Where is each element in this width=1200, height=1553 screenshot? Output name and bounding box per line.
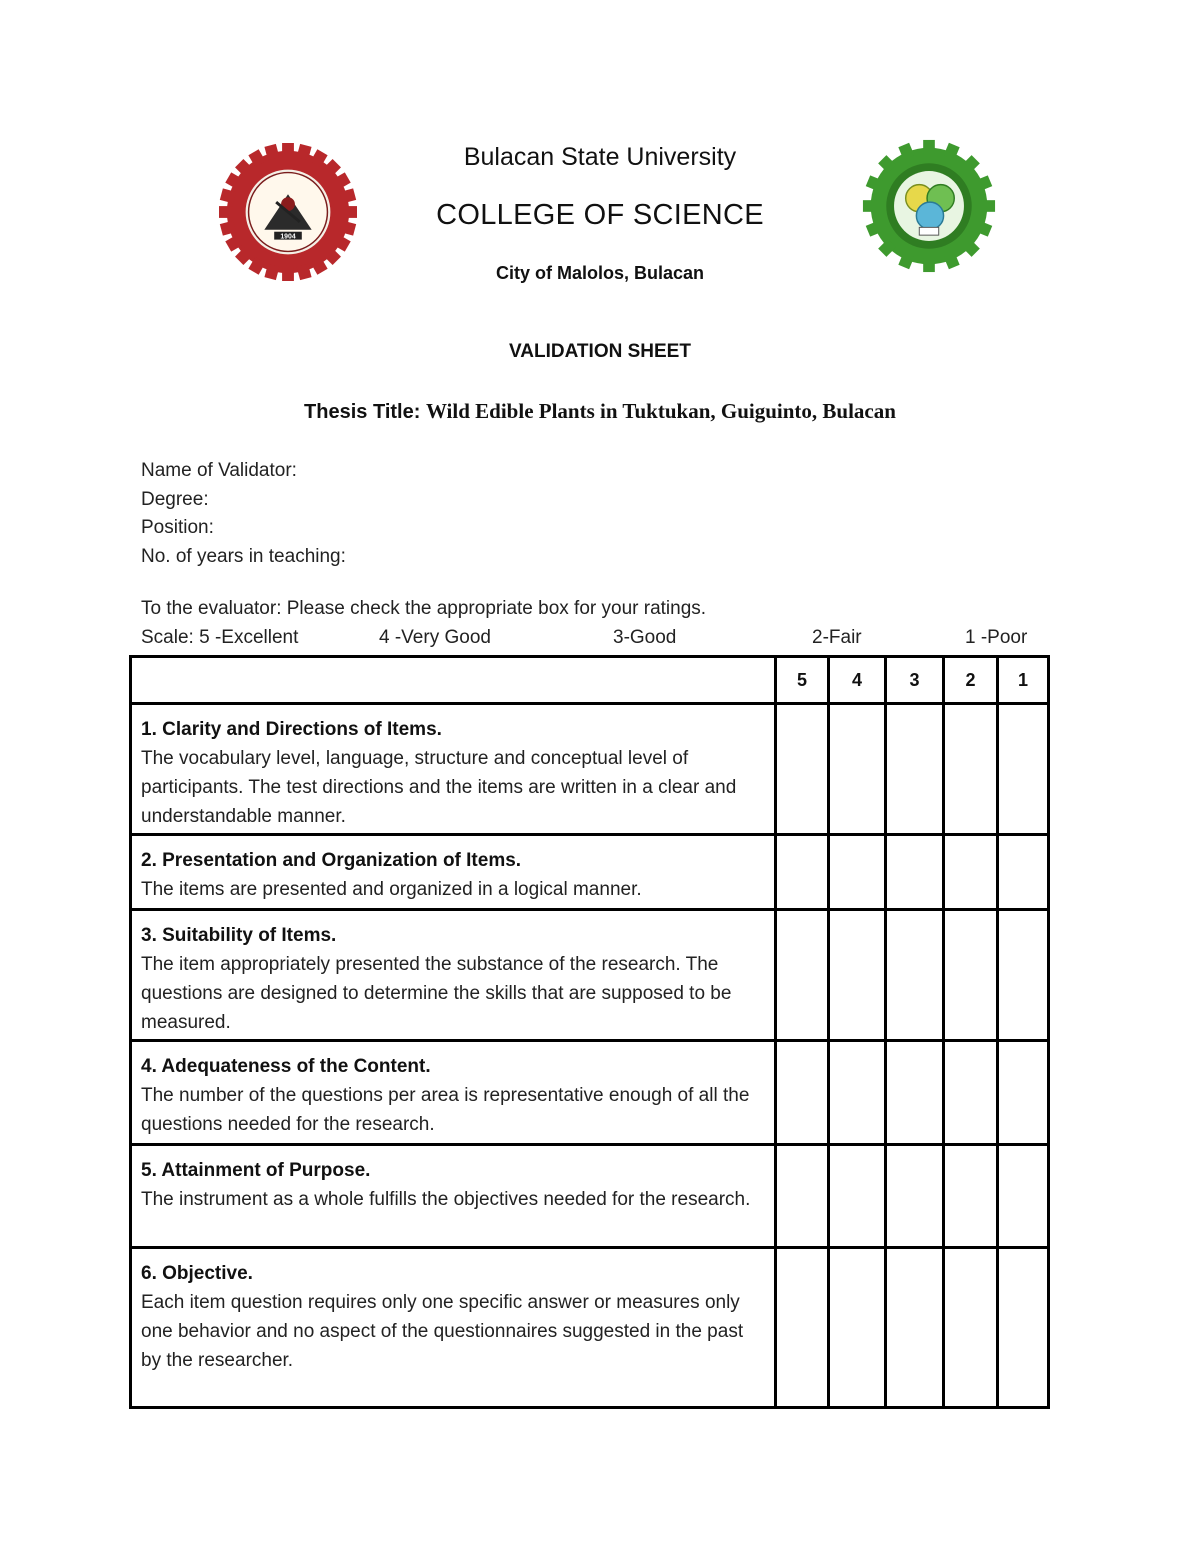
rating-box-2[interactable] xyxy=(944,910,998,1041)
criterion-title: 1. Clarity and Directions of Items. xyxy=(141,719,442,740)
table-row xyxy=(131,1041,1049,1145)
criterion-cell xyxy=(131,1041,776,1145)
university-name: Bulacan State University xyxy=(463,143,737,171)
criterion-cell xyxy=(131,835,776,910)
rating-box-1[interactable] xyxy=(998,910,1049,1041)
criterion-description: Each item question requires only one specific answer or measures only one behavior and no aspect of the questionnaires suggested in the past by the researcher. xyxy=(141,1292,744,1371)
criteria-header-cell xyxy=(131,657,776,704)
college-name: COLLEGE OF SCIENCE xyxy=(436,199,764,231)
criterion-title: 2. Presentation and Organization of Items. xyxy=(141,850,522,871)
rating-box-1[interactable] xyxy=(998,704,1049,835)
field-years-teaching: No. of years in teaching: xyxy=(141,545,346,567)
scale-item-very-good: 4 -Very Good xyxy=(379,627,491,648)
scale-item-fair: 2-Fair xyxy=(812,627,862,648)
rating-box-2[interactable] xyxy=(944,1248,998,1408)
criterion-title: 3. Suitability of Items. xyxy=(141,925,337,946)
rating-box-4[interactable] xyxy=(829,704,886,835)
criterion-title: 4. Adequateness of the Content. xyxy=(141,1056,431,1077)
rating-box-5[interactable] xyxy=(776,910,829,1041)
table-row xyxy=(131,835,1049,910)
rating-box-3[interactable] xyxy=(886,1041,944,1145)
rating-box-4[interactable] xyxy=(829,1248,886,1408)
thesis-title: Wild Edible Plants in Tuktukan, Guiguinto, Bulacan xyxy=(425,399,896,423)
document-heading: VALIDATION SHEET xyxy=(509,341,691,362)
criterion-title: 5. Attainment of Purpose. xyxy=(141,1160,371,1181)
table-row xyxy=(131,910,1049,1041)
validator-fields xyxy=(141,457,346,571)
rating-box-2[interactable] xyxy=(944,835,998,910)
rating-box-4[interactable] xyxy=(829,1145,886,1248)
rating-box-1[interactable] xyxy=(998,1041,1049,1145)
rating-header-2: 2 xyxy=(944,657,998,704)
rating-box-5[interactable] xyxy=(776,1248,829,1408)
field-degree: Degree: xyxy=(141,488,209,510)
field-validator-name: Name of Validator: xyxy=(141,460,297,481)
rating-box-3[interactable] xyxy=(886,835,944,910)
field-position: Position: xyxy=(141,517,214,538)
evaluator-instructions: To the evaluator: Please check the appropriate box for your ratings. xyxy=(141,598,707,619)
rating-box-3[interactable] xyxy=(886,704,944,835)
criterion-description: The items are presented and organized in a logical manner. xyxy=(141,879,642,900)
scale-prefix: Scale: xyxy=(141,627,194,648)
criterion-cell xyxy=(131,910,776,1041)
criterion-description: The item appropriately presented the substance of the research. The questions are designed to determine the skills that are supposed to be measured. xyxy=(141,954,732,1033)
criterion-title: 6. Objective. xyxy=(141,1263,253,1284)
rating-box-3[interactable] xyxy=(886,1248,944,1408)
criterion-description: The instrument as a whole fulfills the objectives needed for the research. xyxy=(141,1189,751,1210)
rating-box-4[interactable] xyxy=(829,910,886,1041)
rating-header-5: 5 xyxy=(776,657,829,704)
rating-header-4: 4 xyxy=(829,657,886,704)
table-header-row xyxy=(131,657,1049,704)
table-row xyxy=(131,704,1049,835)
thesis-title-line xyxy=(0,399,1200,424)
rating-box-1[interactable] xyxy=(998,835,1049,910)
scale-label xyxy=(141,627,298,649)
rating-box-2[interactable] xyxy=(944,704,998,835)
criterion-cell xyxy=(131,704,776,835)
rating-box-2[interactable] xyxy=(944,1041,998,1145)
rating-box-5[interactable] xyxy=(776,835,829,910)
rating-box-3[interactable] xyxy=(886,1145,944,1248)
scale-item-poor: 1 -Poor xyxy=(965,627,1028,648)
scale-item-good: 3-Good xyxy=(613,627,677,648)
rating-box-4[interactable] xyxy=(829,835,886,910)
table-row xyxy=(131,1145,1049,1248)
table-row xyxy=(131,1248,1049,1408)
rating-box-5[interactable] xyxy=(776,704,829,835)
city-address: City of Malolos, Bulacan xyxy=(495,263,705,283)
rating-box-4[interactable] xyxy=(829,1041,886,1145)
rating-box-2[interactable] xyxy=(944,1145,998,1248)
scale-item-excellent: 5 -Excellent xyxy=(199,627,299,648)
rating-box-5[interactable] xyxy=(776,1145,829,1248)
rating-header-1: 1 xyxy=(998,657,1049,704)
criterion-description: The number of the questions per area is representative enough of all the questions needed for the research. xyxy=(141,1085,750,1135)
thesis-label: Thesis Title: xyxy=(304,401,421,423)
criterion-description: The vocabulary level, language, structure and conceptual level of participants. The test directions and the items are written in a clear and understandable manner. xyxy=(141,748,737,827)
seal-year: 1904 xyxy=(280,233,296,241)
criterion-cell xyxy=(131,1145,776,1248)
rating-box-5[interactable] xyxy=(776,1041,829,1145)
rating-box-1[interactable] xyxy=(998,1145,1049,1248)
criterion-cell xyxy=(131,1248,776,1408)
rating-box-3[interactable] xyxy=(886,910,944,1041)
rating-header-3: 3 xyxy=(886,657,944,704)
rating-table xyxy=(129,655,1050,1409)
rating-box-1[interactable] xyxy=(998,1248,1049,1408)
